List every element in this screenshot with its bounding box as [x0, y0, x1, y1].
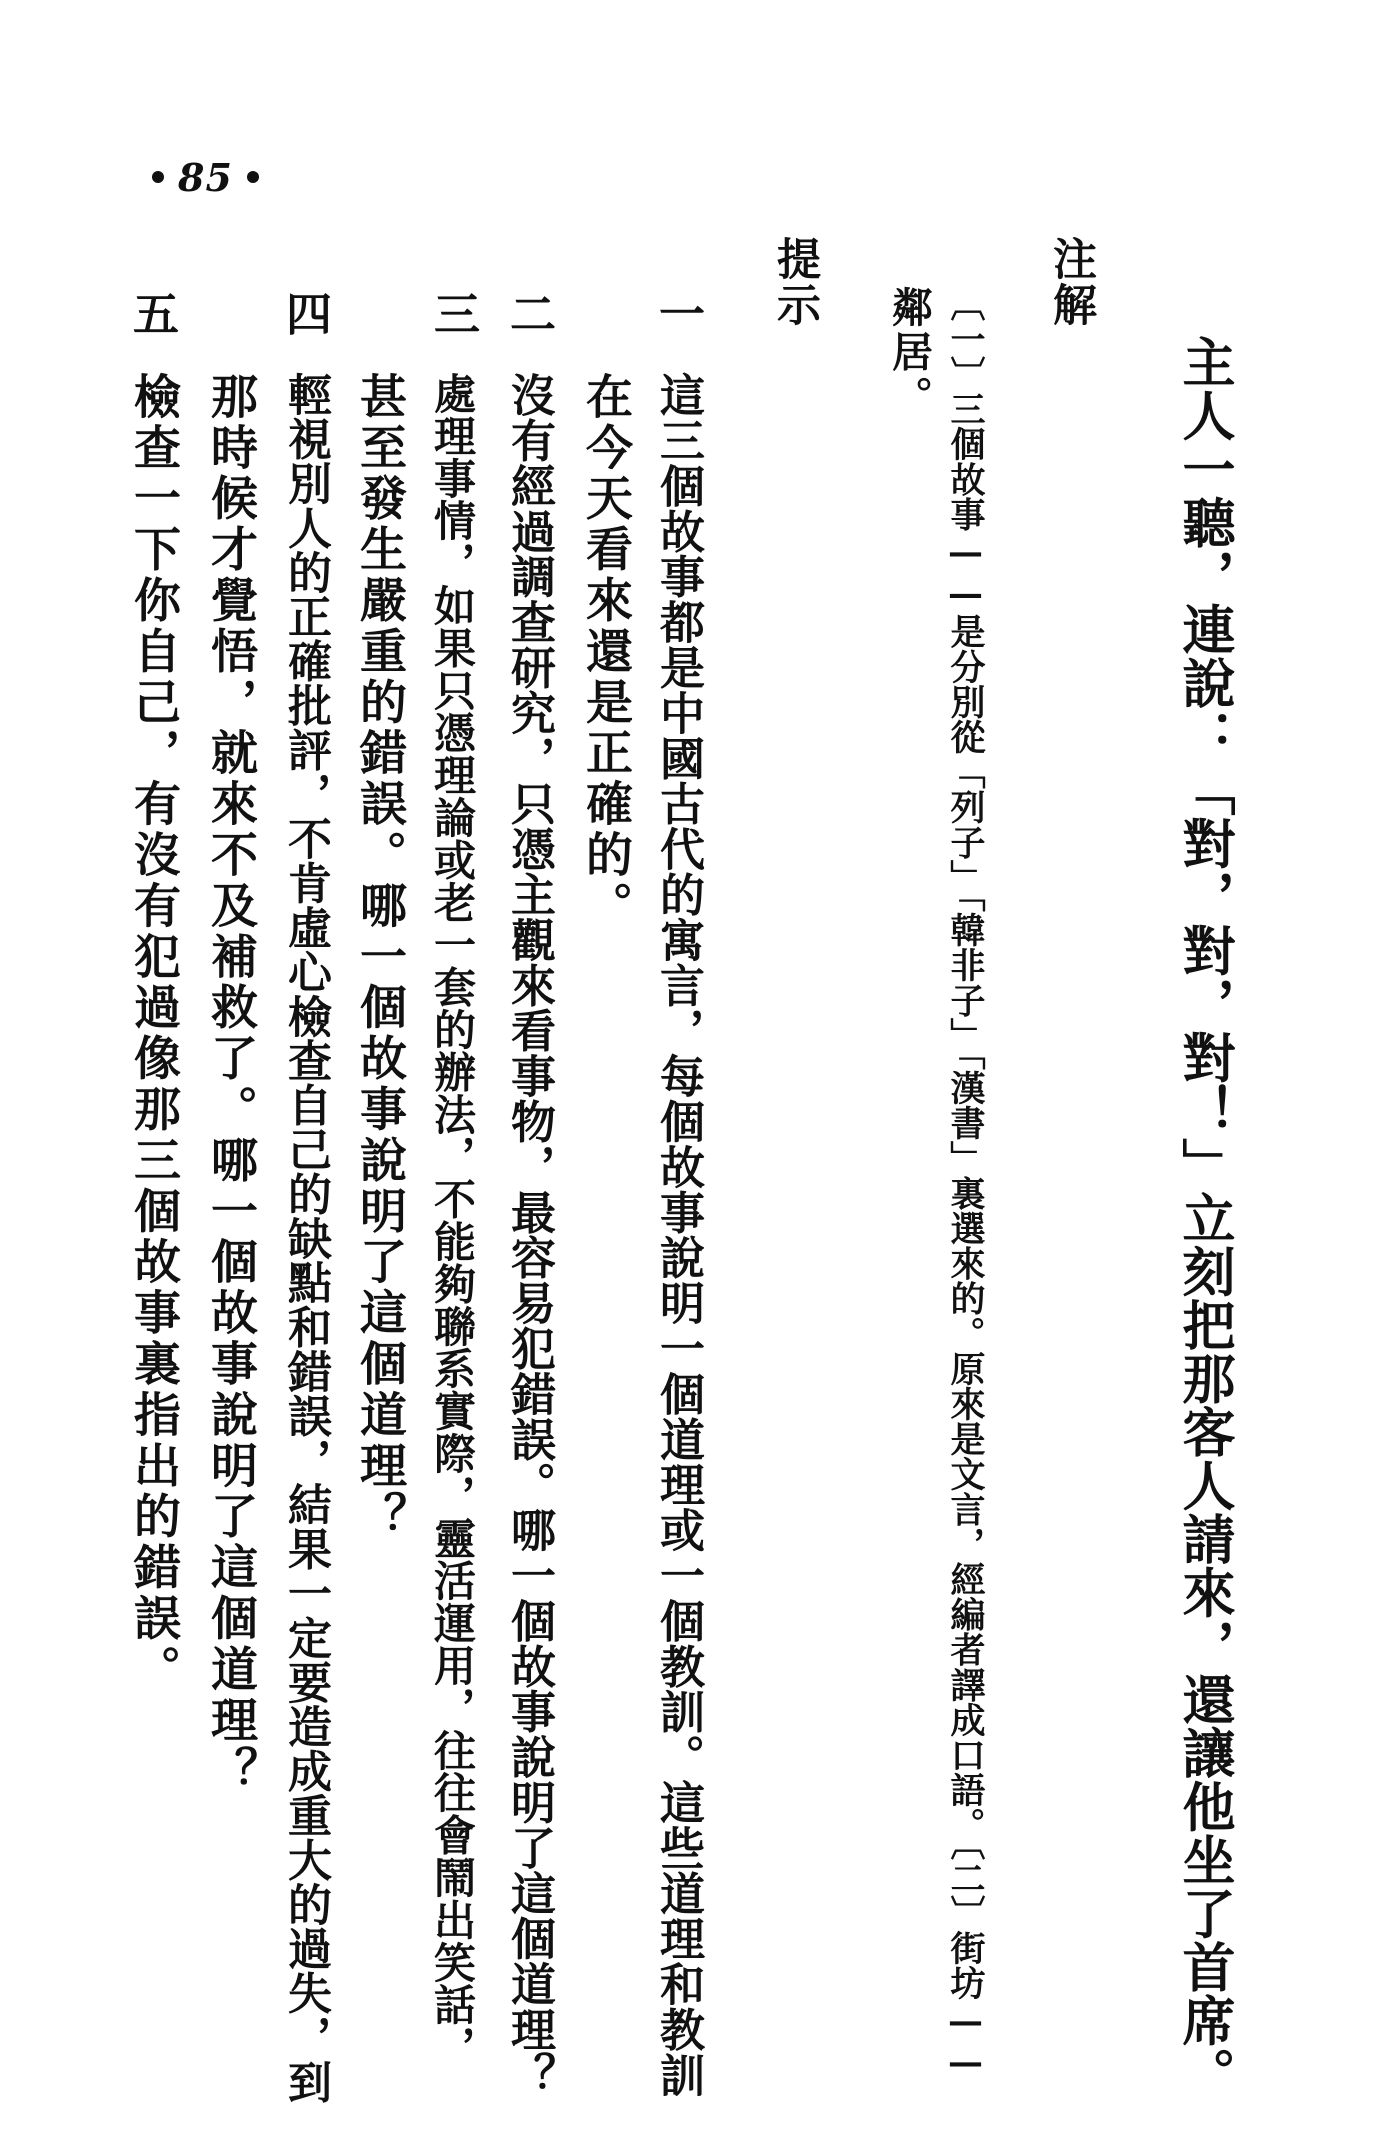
tip-3-line-1: 處理事情，如果只憑理論或老一套的辦法，不能夠聯系實際，靈活運用，往往會鬧出笑話， [428, 372, 477, 2068]
tip-3-line-2: 甚至發生嚴重的錯誤。哪一個故事說明了這個道理？ [352, 372, 407, 1543]
tip-4-line-2: 那時候才覺悟，就來不及補救了。哪一個故事說明了這個道理？ [203, 372, 258, 1798]
tip-number-3: 三 [427, 290, 481, 336]
page-number-dot-right [247, 171, 259, 183]
tip-5-line-1: 檢查一下你自己，有沒有犯過像那三個故事裏指出的錯誤。 [126, 372, 181, 1696]
tip-number-4: 四 [279, 290, 333, 336]
tips-heading: 提示 [769, 236, 820, 328]
page-number-dot-left [152, 171, 164, 183]
notes-heading: 注解 [1045, 236, 1096, 328]
tip-2-line-1: 沒有經過調查研究，只憑主觀來看事物，最容易犯錯誤。哪一個故事說明了這個道理？ [503, 372, 556, 2098]
story-closing-line: 主人一聽，連說：「對，對，對！」立刻把那客人請來，還讓他坐了首席。 [1174, 335, 1236, 2101]
page-number [152, 152, 302, 202]
tip-number-5: 五 [126, 290, 180, 336]
tip-4-line-1: 輕視別人的正確批評，不肯虛心檢查自己的缺點和錯誤，結果一定要造成重大的過失，到 [280, 372, 331, 2104]
tip-1-line-1: 這三個故事都是中國古代的寓言，每個故事說明一個道理或一個教訓。這些道理和教訓 [652, 372, 705, 2098]
note-line-2: 鄰居。 [885, 286, 933, 420]
tip-number-2: 二 [503, 290, 557, 336]
page-number-value: 85 [178, 154, 233, 200]
tip-1-line-2: 在今天看來還是正確的。 [578, 372, 633, 932]
tip-number-1: 一 [652, 290, 706, 336]
note-line-1: 〔一〕三個故事——是分別從「列子」「韓非子」「漢書」裏選來的。原來是文言，經編者譯成口語。〔二〕街坊—— [945, 286, 986, 2083]
